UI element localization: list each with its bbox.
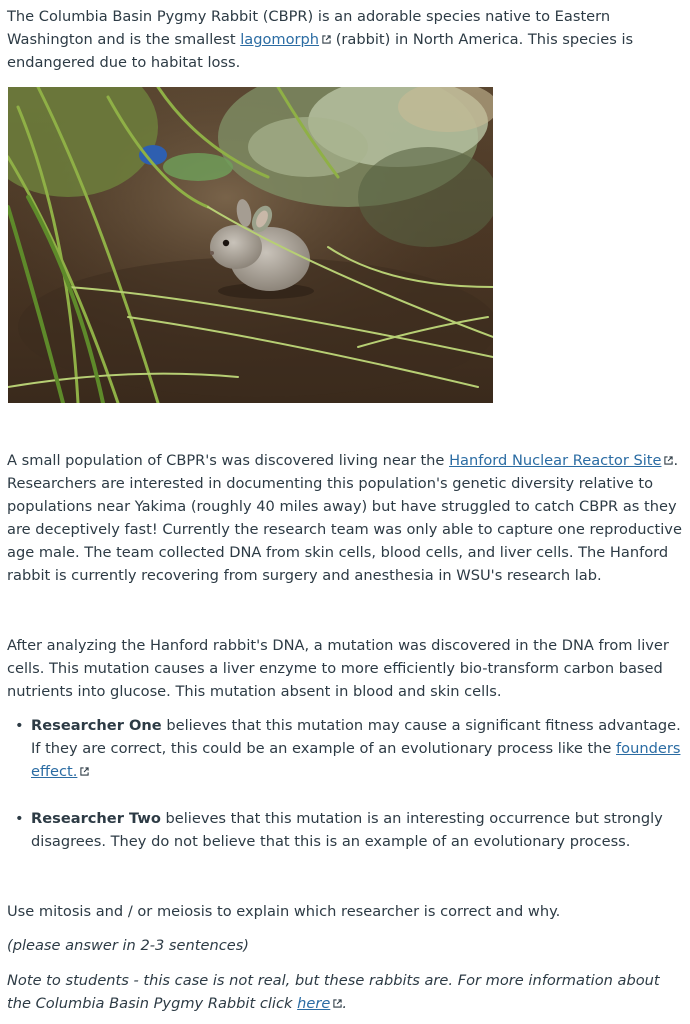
rabbit-photo	[8, 87, 493, 403]
question-text: Use mitosis and / or meiosis to explain which researcher is correct and why.	[7, 903, 561, 920]
intro-text-before: The Columbia Basin Pygmy Rabbit (CBPR) is an adorable species native to Eastern Washington and is the smallest	[7, 8, 611, 48]
lagomorph-link-text: lagomorph	[240, 31, 320, 48]
founders-effect-link-text: founders effect.	[31, 740, 681, 780]
external-link-icon	[80, 767, 89, 776]
discovery-paragraph	[7, 449, 683, 587]
external-link-icon	[322, 35, 331, 44]
intro-text-after: (rabbit) in North America. This species is endangered due to habitat loss.	[7, 31, 634, 71]
bullet: •	[15, 717, 24, 734]
researcher-list	[7, 714, 683, 783]
note-paragraph	[7, 969, 683, 1015]
hanford-link-text: Hanford Nuclear Reactor Site	[449, 452, 662, 469]
bullet: •	[15, 810, 24, 827]
researcher-two-item	[7, 807, 683, 853]
researcher-one-text: believes that this mutation may cause a significant fitness advantage. If they are correct, this could be an example of an evolutionary process like the	[31, 717, 681, 757]
here-link[interactable]	[297, 995, 330, 1012]
external-link-icon	[333, 999, 342, 1008]
researcher-list-2	[7, 807, 683, 853]
here-link-text: here	[297, 995, 331, 1012]
question-hint: (please answer in 2-3 sentences)	[7, 937, 250, 954]
analysis-paragraph: After analyzing the Hanford rabbit's DNA, a mutation was discovered in the DNA from liver cells. This mutation causes a liver enzyme to more efficiently bio-transform carbon based nutrients into glucose. This mutation absent in blood and skin cells.	[7, 637, 669, 700]
researcher-two-text: believes that this mutation is an interesting occurrence but strongly disagrees. They do not believe that this is an example of an evolutionary process.	[31, 810, 663, 850]
note-text: Note to students - this case is not real, but these rabbits are. For more information about the Columbia Basin Pygmy Rabbit click	[7, 972, 660, 1012]
intro-paragraph	[7, 5, 683, 74]
hanford-link[interactable]	[449, 452, 661, 469]
discovery-text-before: A small population of CBPR's was discovered living near the	[7, 452, 450, 469]
researcher-two-name: Researcher Two	[31, 810, 161, 827]
note-text-after: .	[342, 995, 347, 1012]
lagomorph-link[interactable]	[240, 31, 319, 48]
researcher-one-name: Researcher One	[31, 717, 162, 734]
discovery-text-after: . Researchers are interested in documenting this population's genetic diversity relative to populations near Yakima (roughly 40 miles away) but have struggled to catch CBPR as they are deceptively fast! Currently the research team was only able to capture one reproductive age male. The team collected DNA from skin cells, blood cells, and liver cells. The Hanford rabbit is currently recovering from surgery and anesthesia in WSU's research lab.	[7, 452, 682, 584]
researcher-one-item	[7, 714, 683, 783]
